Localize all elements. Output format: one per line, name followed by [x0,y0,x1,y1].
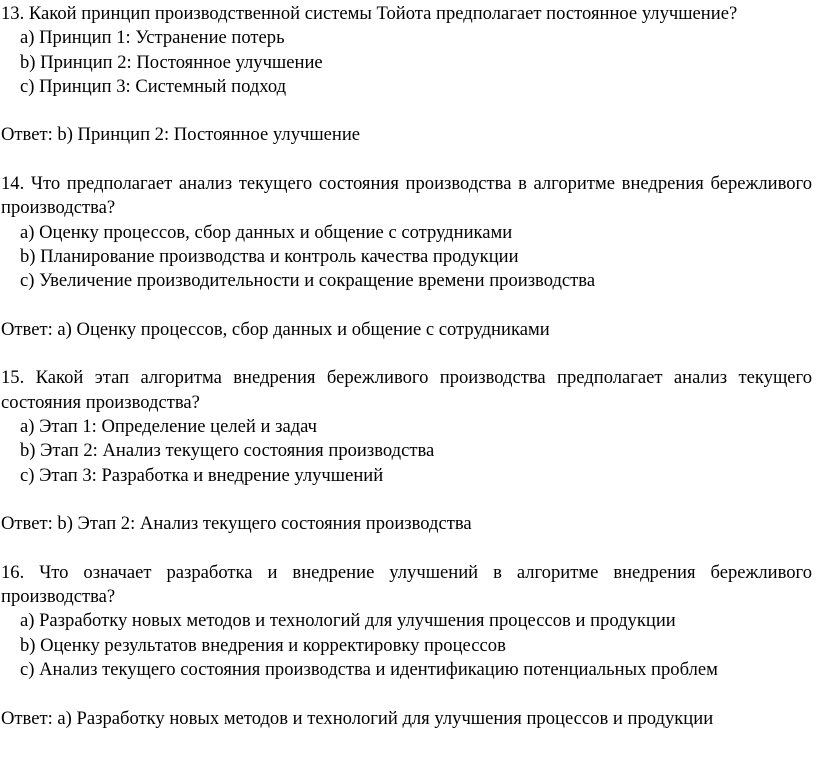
option-b: b) Планирование производства и контроль качества продукции [20,245,519,267]
options-list [1,26,812,99]
question-block-15 [1,366,812,536]
question-block-14 [1,172,812,342]
option-c: c) Этап 3: Разработка и внедрение улучшений [20,464,384,486]
options-list [1,221,812,294]
option-c: c) Увеличение производительности и сокращение времени производства [20,270,596,292]
options-list [1,609,812,682]
option-a: a) Разработку новых методов и технологий для улучшения процессов и продукции [20,610,676,632]
option-b: b) Этап 2: Анализ текущего состояния производства [20,440,435,462]
question-text: 16. Что означает разработка и внедрение улучшений в алгоритме внедрения бережливого производства? [1,561,812,608]
options-list [1,415,812,488]
answer-text: Ответ: b) Этап 2: Анализ текущего состояния производства [1,513,472,535]
question-block-16 [1,561,812,731]
question-text: 14. Что предполагает анализ текущего состояния производства в алгоритме внедрения бережливого производства? [1,173,812,219]
option-a: a) Принцип 1: Устранение потерь [20,27,285,49]
question-text: 13. Какой принцип производственной системы Тойота предполагает постоянное улучшение? [1,3,738,24]
answer-text: Ответ: b) Принцип 2: Постоянное улучшение [1,124,361,146]
option-a: a) Оценку процессов, сбор данных и общение с сотрудниками [20,221,513,243]
answer-text: Ответ: a) Оценку процессов, сбор данных и общение с сотрудниками [1,318,550,340]
question-block-13 [1,2,812,148]
option-b: b) Оценку результатов внедрения и корректировку процессов [20,634,506,656]
option-c: c) Анализ текущего состояния производства и идентификацию потенциальных проблем [20,659,718,681]
option-c: c) Принцип 3: Системный подход [20,75,287,97]
question-text: 15. Какой этап алгоритма внедрения бережливого производства предполагает анализ текущего состояния производства? [1,367,812,413]
option-a: a) Этап 1: Определение целей и задач [20,416,318,438]
answer-text: Ответ: a) Разработку новых методов и технологий для улучшения процессов и продукции [1,707,714,729]
option-b: b) Принцип 2: Постоянное улучшение [20,51,323,73]
